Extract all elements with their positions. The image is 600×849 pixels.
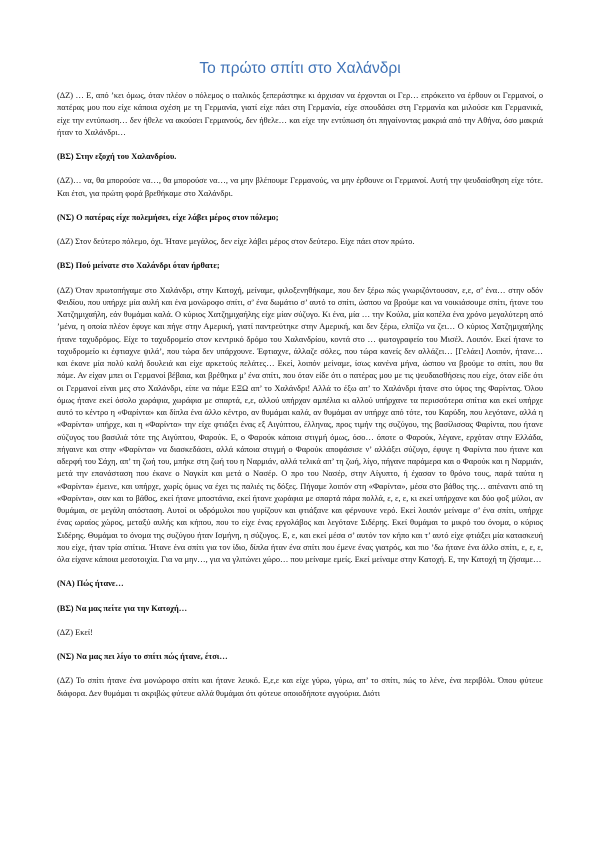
interviewer-question: (ΒΣ) Στην εξοχή του Χαλανδρίου. [57, 152, 177, 161]
interviewee-answer: (ΔΖ) Στον δεύτερο πόλεμο, όχι. Ήτανε μεγάλος, δεν είχε λάβει μέρος στον δεύτερο. Είχε πάει στον πρώτο. [57, 237, 415, 246]
interviewee-answer: (ΔΖ) Όταν πρωτοπήγαμε στο Χαλάνδρι, στην Κατοχή, μείναμε, φιλοξενηθήκαμε, που δεν ξέρω πώς γνωριζόντουσαν, ε,ε, σ’ ένα… στην οδόν Φειδίου, που υπήρχε μία αυλή και ένα μονώροφο σπίτι, σ’ ένα δωμάτιο σ’ αυτό το σπίτι, ώσπου να βρούμε και να νοικιάσουμε σπίτι, ήτανε του Χατζημιχαήλη, εάν θυμάμαι καλά. Ο κύριος Χατζημιχαήλης είχε μίαν σύζυγο. Κι ένα, μία … την Κούλα, μία κοπέλα ένα χρόνο μεγαλύτερη από ’μένα, η οποία πλέον έφυγε και πήγε στην Αμερική, γιατί παντρεύτηκε στην Αμερική, και δεν ξέρω, ελπίζω να ζει… Ο κύριος Χατζημιχαήλης ήτανε ταχυδρόμος. Είχε το ταχυδρομείο στον κεντρικό δρόμο του Χαλανδρίου, κοντά στο … φωτογραφείο του Μισέλ. Λοιπόν. Εκεί ήτανε το ταχυδρομείο κι έφτιαχνε ψιλά’, που τώρα δεν υπάρχουνε. Έφτιαχνε, άλλαζε σόλες, που τώρα κανείς δεν αλλάζει… [Γελάει] Λοιπόν, ήτανε… και έκανε μία πολύ καλή δουλειά και είχε αρκετούς πελάτες… Εκεί, λοιπόν μείναμε, ίσως κανένα μήνα, ώσπου να βρούμε το σπίτι, που θα πάμε. Αν είχαν μπει οι Γερμανοί βέβαια, και βρέθηκα μ’ ένα σπίτι, που όταν είδε ότι ο πατέρας μου με τις ψευδαισθήσεις που είχε, όταν είδε ότι οι Γερμανοί είναι μες στο Χαλάνδρι, είπε να πάμε ΕΞΩ απ’ το Χαλάνδρι! Αλλά το έξω απ’ το Χαλάνδρι ήτανε στο ύψος της Φαρίντας. Όλου όμως ήτανε εκεί όσολο χωράφια, χωράφια με σπαρτά, ε,ε, αλλού υπήρχαν αμπέλια κι αλλού υπήρχανε τα περισσότερα σπίτια και εκεί υπήρχε αυτό το κέντρο η «Φαρίντα» και δίπλα ένα άλλο κέντρο, αν θυμάμαι καλά, αν θυμάμαι αν υπήρχε από τότε, του Καρύδη, που λεγότανε, αλλά η «Φαρίντα» υπήρχε, και η «Φαρίντα» την είχε φτιάξει ένας εξ Αιγύπτου, έλληνας, προς τιμήν της συζύγου, της βασίλισσας Φαρίντα, που ήτανε σύζυγος του βασιλιά τότε της Αιγύπτου, Φαρούκ. Ε, ο Φαρούκ κάποια στιγμή όμως, όσο… όποτε ο Φαρούκ, λέγανε, ερχόταν στην Ελλάδα, πήγαινε και στην «Φαρίντα» να διασκεδάσει, αλλά κάποια στιγμή ο Φαρούκ αποφάσισε ν’ αλλάξει σύζυγο, έφυγε η Φαρίντα που ήτανε και αδερφή του Σάχη, απ’ τη ζωή του, μπήκε στη ζωή του η Ναρμιάν, αλλά τελικά απ’ τη ζωή, λίγο, πήγανε παράμερα και ο Φαρούκ και η Ναρμιάν, μετά την επανάσταση που έκανε ο Ναγκίπ και μετά ο Νασέρ. Ο προ του Νασέρ, στην Αίγυπτο, ή έχασαν το θρόνο τους, παρά ταύτα η «Φαρίντα» έμεινε, και υπήρχε, χωρίς όμως να έχει τις παλιές τις δόξες. Πήγαμε λοιπόν στη «Φαρίντα», μέσα στο βάθος της… απέναντι από τη «Φαρίντα», σαν και το βάθος, εκεί ήτανε μποστάνια, εκεί ήτανε χωράφια με σπαρτά πάρα πολλά, ε, ε, ε, κι εκεί υπήρχανε και δύο φοξ μύλοι, αν θυμάμαι, σε μεγάλη απόσταση. Αυτοί οι υδρόμυλοι που γυρίζουν και φτιάξανε και φέρνουνε νερό. Εκεί λοιπόν μείναμε σ’ ένα σπίτι, υπήρχε ένας ωραίος χώρος, μεταξύ αυλής και κήπου, που το είχε ένας εργολάβος και λεγότανε Σιδέρης. Εκεί θυμάμαι το μικρό του όνομα, ο κύριος Σιδέρης. Θυμάμαι το όνομα της συζύγου ήταν Ισμήνη, η σύζυγος. Ε, ε, και εκεί μέσα σ’ αυτόν τον κήπο και τ’ αυτό είχε φτιάξει μία κατασκευή που είχε, ήταν τρία σπίτια. Ήτανε ένα σπίτι για τον ίδιο, δίπλα ήταν ένα σπίτι που έμενε ένας γιατρός, και πιο ’δω ήτανε ένα άλλο σπίτι, ε, ε, ε, όλα είχανε κάποια μεσοτοιχία. Για να μην…, για να γλιτώνει χώρο… που μείναμε εμείς. Εκεί μείναμε στην Κατοχή. Ε, την Κατοχή τη ζήσαμε… [57, 285, 543, 564]
interviewer-question: (ΝΣ) Ο πατέρας είχε πολεμήσει, είχε λάβει μέρος στον πόλεμο; [57, 212, 279, 222]
interviewer-question: (ΒΣ) Να μας πείτε για την Κατοχή… [57, 603, 188, 613]
interviewee-answer: (ΔΖ) Το σπίτι ήτανε ένα μονώροφο σπίτι και ήτανε λευκό. Ε,ε,ε και είχε γύρω, γύρω, απ’ το σπίτι, πώς το λένε, ένα περιβόλι. Όπου φύτευε διάφορα. Δεν θυμάμαι τι ακριβώς φύτευε αλλά θυμάμαι ότι φύτευε οποιοδήποτε αγγούρια. Διότι [57, 676, 543, 698]
interviewer-question: (ΒΣ) Πού μείνατε στο Χαλάνδρι όταν ήρθατε; [57, 261, 220, 271]
page-title: Το πρώτο σπίτι στο Χαλάνδρι [199, 60, 401, 77]
document-body [57, 90, 543, 700]
interviewee-answer: (ΔΖ)… να, θα μπορούσε να…, θα μπορούσε να…, να μην βλέπουμε Γερμανούς, να μην έρθουνε οι Γερμανοί. Αυτή την ψευδαίσθηση είχε τότε. Και έτσι, για πρώτη φορά βρεθήκαμε στο Χαλάνδρι. [57, 176, 543, 198]
interviewer-question: (ΝΣ) Να μας πει λίγο το σπίτι πώς ήτανε, έτσι… [57, 652, 228, 661]
interviewer-question: (ΝΑ) Πώς ήτανε… [57, 579, 124, 589]
interviewee-answer: (ΔΖ) Εκεί! [57, 627, 93, 637]
interviewee-answer: (ΔΖ) … Ε, από ’κει όμως, όταν πλέον ο πόλεμος ο ιταλικός ξεπεράστηκε κι άρχισαν να έρχονται οι Γερ… επρόκειτο να έρθουν οι Γερμανοί, ο πατέρας μου που είχε κάποια σχέση με τη Γερμανία, γιατί είχε πάει στη Γερμανία, είχε σπουδάσει στη Γερμανία και μιλούσε και Γερμανικά, είχε την εντύπωση… δεν ήθελε να ακούσει Γερμανούς, δεν ήθελε… και είχε την εντύπωση ότι πηγαίνοντας μακριά από την Αθήνα, όσο μακριά ήταν το Χαλάνδρι… [57, 91, 543, 137]
